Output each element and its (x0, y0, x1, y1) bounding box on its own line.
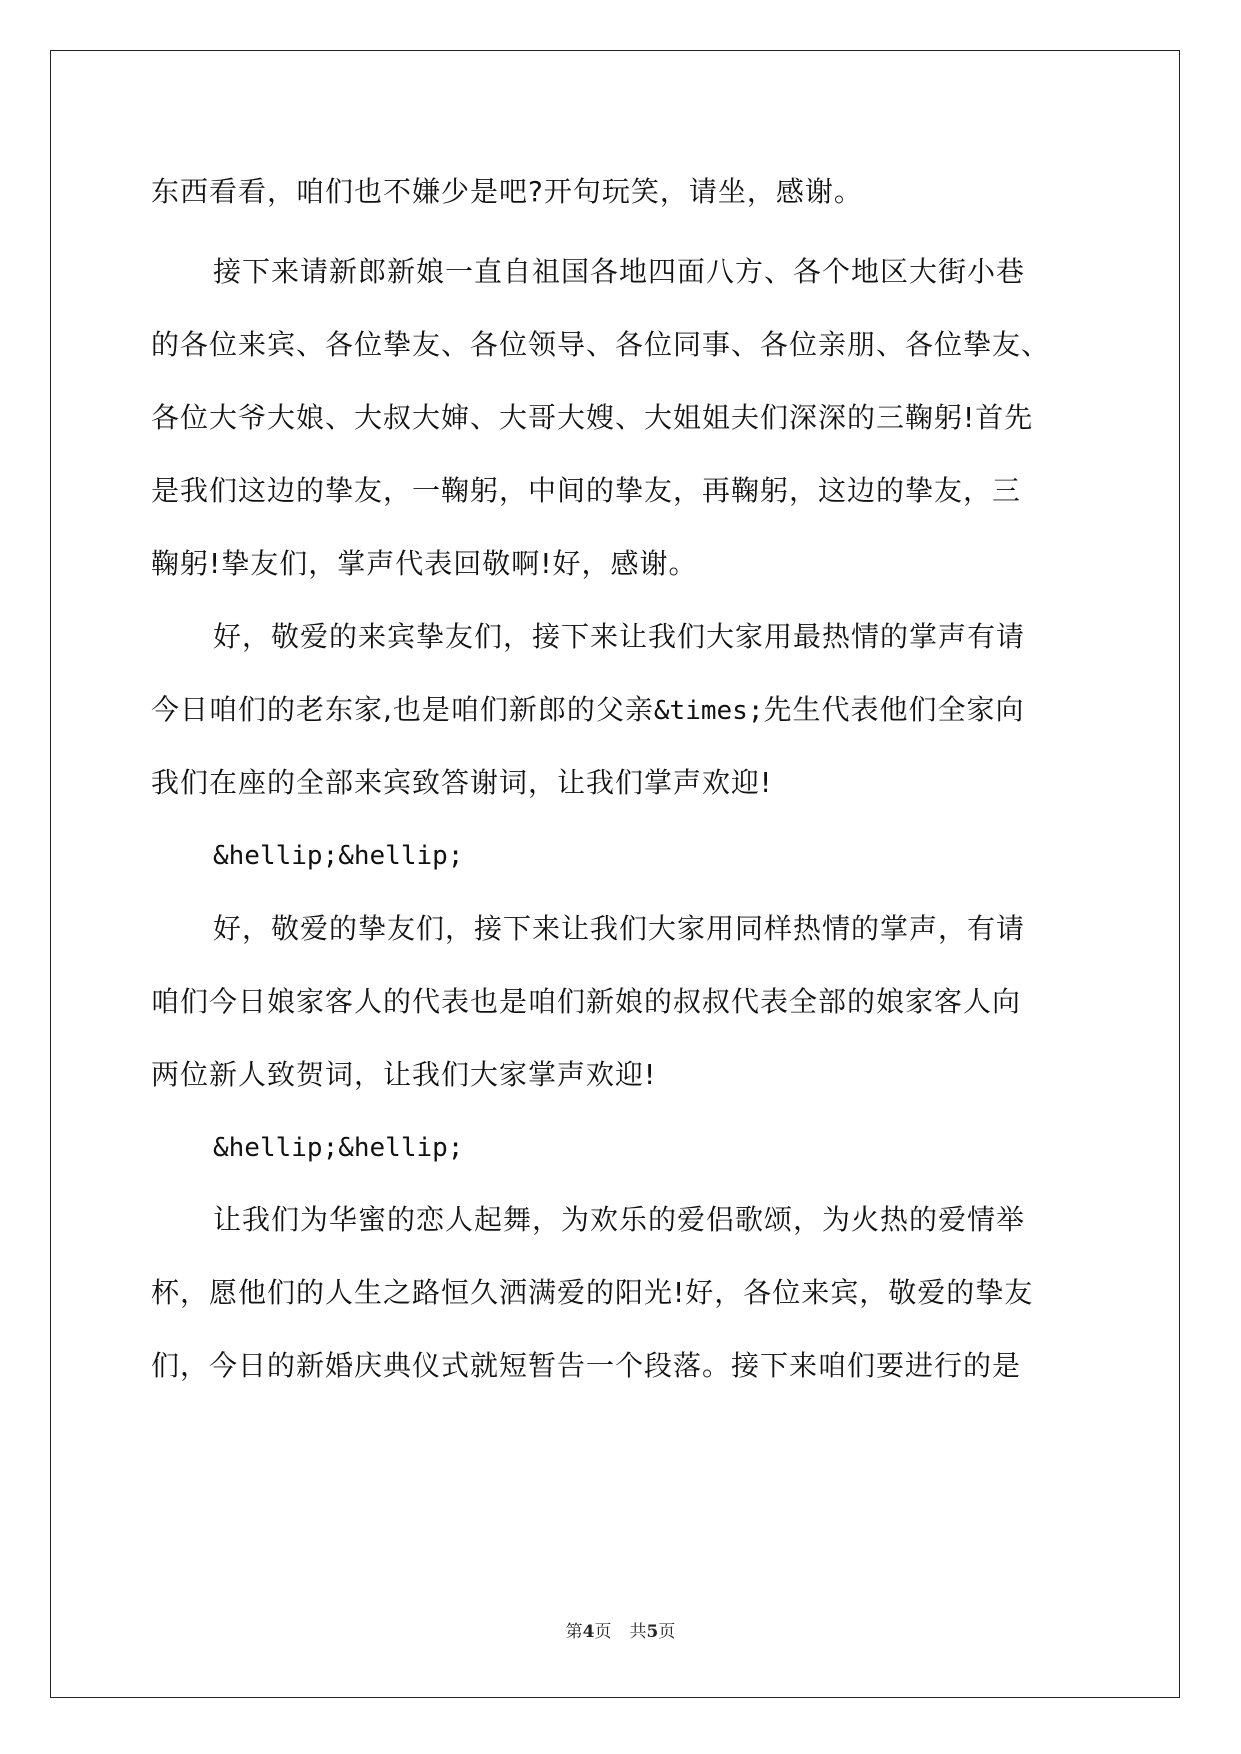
text-line: 们，今日的新婚庆典仪式就短暂告一个段落。接下来咱们要进行的是 (151, 1349, 1022, 1382)
text-segment: 今日咱们的老东家,也是咱们新郎的父亲 (151, 693, 654, 726)
footer-total-suffix: 页 (658, 1622, 676, 1642)
text-line: 两位新人致贺词，让我们大家掌声欢迎! (151, 1058, 657, 1091)
text-line: 我们在座的全部来宾致答谢词，让我们掌声欢迎! (151, 766, 773, 799)
footer-total-prefix: 共 (629, 1622, 647, 1642)
text-line: 东西看看，咱们也不嫌少是吧?开句玩笑，请坐，感谢。 (151, 175, 863, 208)
text-line-mixed (151, 690, 1025, 731)
text-line: 的各位来宾、各位挚友、各位领导、各位同事、各位亲朋、各位挚友、 (151, 328, 1051, 361)
footer-page-prefix: 第 (565, 1622, 583, 1642)
text-line-ellipsis: &hellip;&hellip; (213, 841, 464, 871)
text-line: 好，敬爱的来宾挚友们，接下来让我们大家用最热情的掌声有请 (213, 620, 1026, 653)
text-segment: 先生代表他们全家向 (763, 693, 1025, 726)
text-line: 咱们今日娘家客人的代表也是咱们新娘的叔叔代表全部的娘家客人向 (151, 985, 1022, 1018)
text-line: 杯，愿他们的人生之路恒久洒满爱的阳光!好，各位来宾，敬爱的挚友 (151, 1276, 1034, 1309)
page-footer (0, 1620, 1241, 1644)
text-line: 各位大爷大娘、大叔大婶、大哥大嫂、大姐姐夫们深深的三鞠躬!首先 (151, 401, 1034, 434)
footer-page-total: 5 (646, 1622, 659, 1642)
footer-page-current: 4 (582, 1622, 595, 1642)
text-line: 鞠躬!挚友们，掌声代表回敬啊!好，感谢。 (151, 547, 698, 580)
text-entity-segment: &times; (653, 696, 764, 726)
text-line: 是我们这边的挚友，一鞠躬，中间的挚友，再鞠躬，这边的挚友，三 (151, 474, 1022, 507)
text-line: 让我们为华蜜的恋人起舞，为欢乐的爱侣歌颂，为火热的爱情举 (213, 1203, 1026, 1236)
footer-page-suffix: 页 (594, 1622, 612, 1642)
text-line: 接下来请新郎新娘一直自祖国各地四面八方、各个地区大街小巷 (213, 255, 1026, 288)
text-line: 好，敬爱的挚友们，接下来让我们大家用同样热情的掌声，有请 (213, 912, 1026, 945)
text-line-ellipsis: &hellip;&hellip; (213, 1133, 464, 1163)
